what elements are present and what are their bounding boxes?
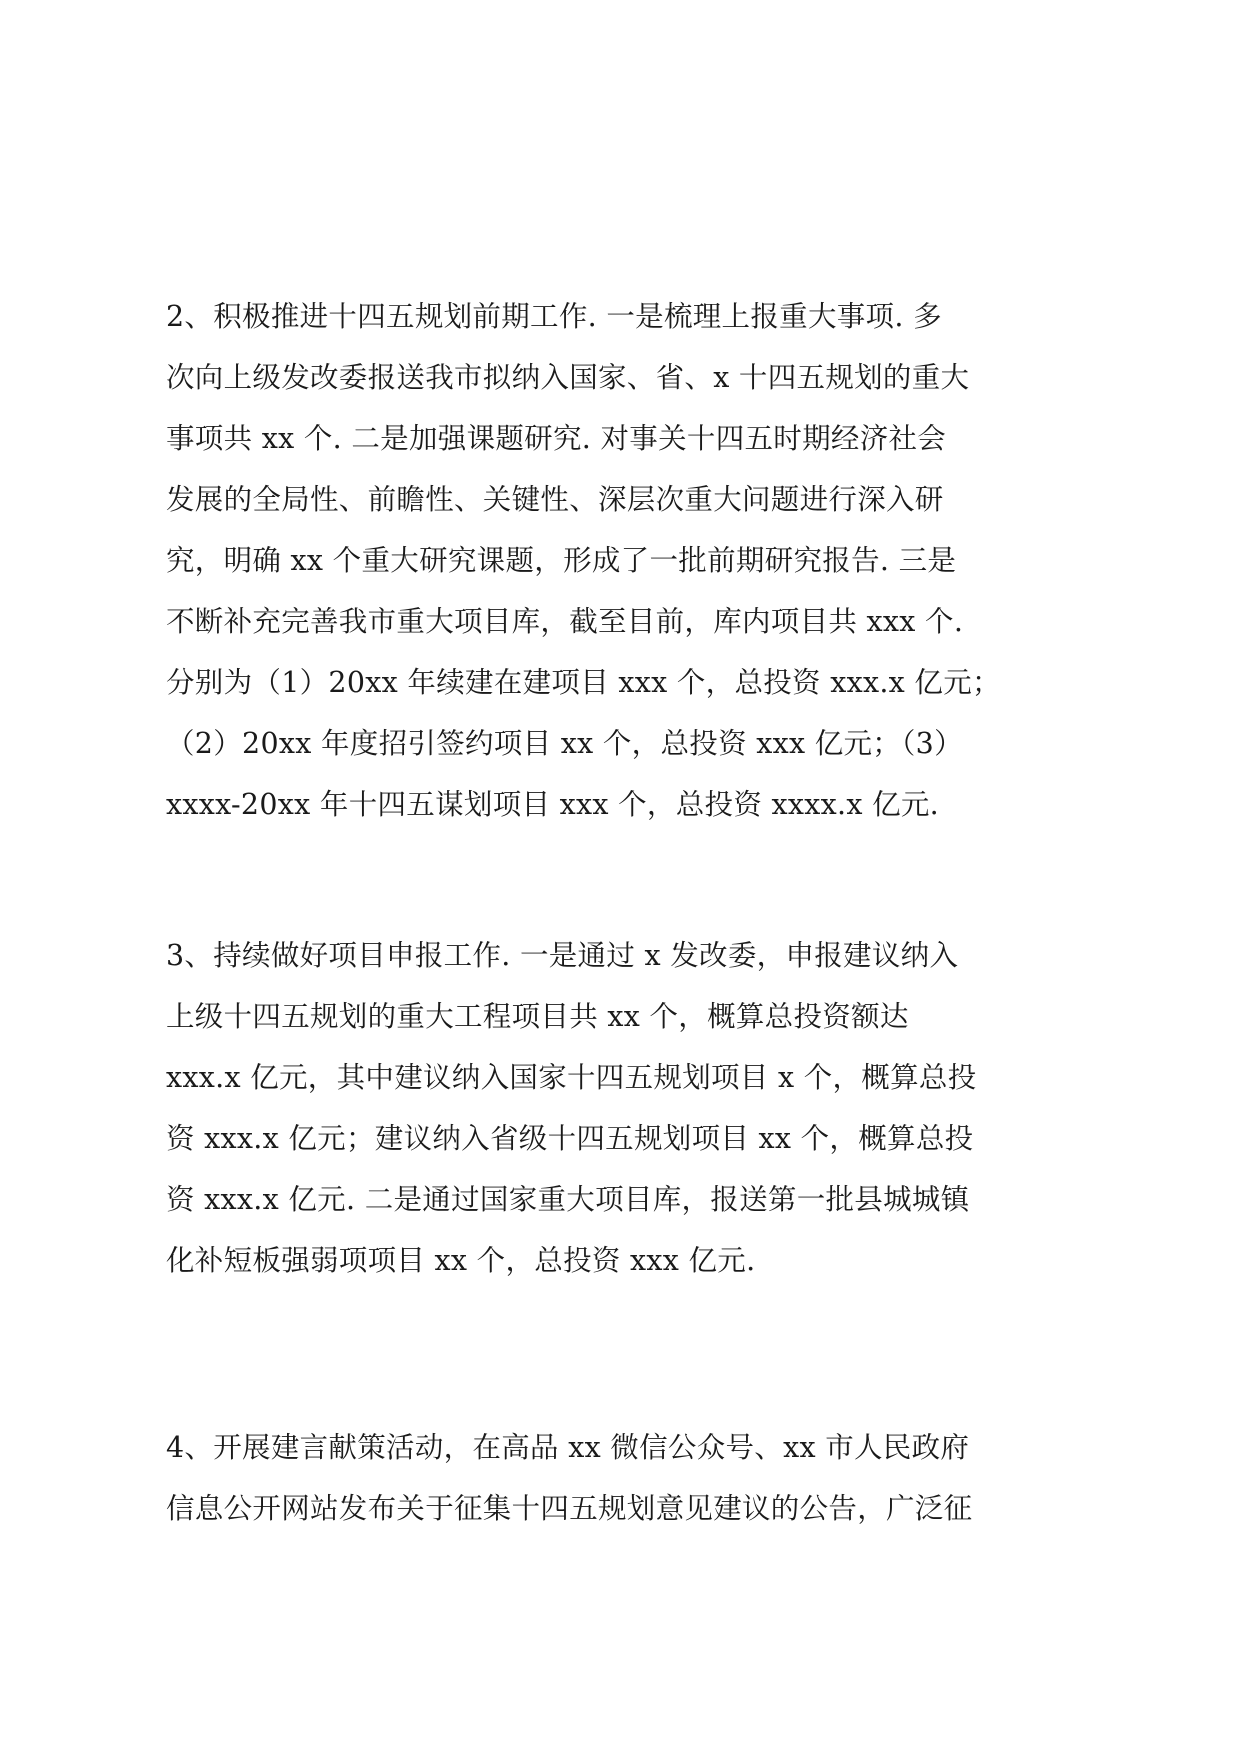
paragraph-item-3: [166, 925, 1096, 1291]
text-line: 资 xxx.x 亿元；建议纳入省级十四五规划项目 xx 个，概算总投: [166, 1122, 974, 1155]
text-line: 化补短板强弱项项目 xx 个，总投资 xxx 亿元.: [166, 1244, 756, 1277]
text-line: 4、开展建言献策活动，在高品 xx 微信公众号、xx 市人民政府: [166, 1431, 970, 1464]
text-line: 事项共 xx 个. 二是加强课题研究. 对事关十四五时期经济社会: [166, 422, 947, 455]
text-line: 上级十四五规划的重大工程项目共 xx 个，概算总投资额达: [166, 1000, 909, 1033]
text-line: 次向上级发改委报送我市拟纳入国家、省、x 十四五规划的重大: [166, 361, 970, 394]
text-line: 2、积极推进十四五规划前期工作. 一是梳理上报重大事项. 多: [166, 300, 942, 333]
text-line: 不断补充完善我市重大项目库，截至目前，库内项目共 xxx 个.: [166, 605, 964, 638]
paragraph-item-2: [166, 286, 1096, 835]
text-line: xxxx-20xx 年十四五谋划项目 xxx 个，总投资 xxxx.x 亿元.: [166, 788, 940, 821]
text-line: 发展的全局性、前瞻性、关键性、深层次重大问题进行深入研: [166, 483, 944, 516]
paragraph-item-4: [166, 1417, 1096, 1539]
text-line: xxx.x 亿元，其中建议纳入国家十四五规划项目 x 个，概算总投: [166, 1061, 977, 1094]
text-line: 信息公开网站发布关于征集十四五规划意见建议的公告，广泛征: [166, 1492, 973, 1525]
text-line: 3、持续做好项目申报工作. 一是通过 x 发改委，申报建议纳入: [166, 939, 959, 972]
text-line: 资 xxx.x 亿元. 二是通过国家重大项目库，报送第一批县城城镇: [166, 1183, 970, 1216]
text-line: 分别为（1）20xx 年续建在建项目 xxx 个，总投资 xxx.x 亿元；: [166, 666, 1001, 699]
text-line: 究，明确 xx 个重大研究课题，形成了一批前期研究报告. 三是: [166, 544, 957, 577]
text-line: （2）20xx 年度招引签约项目 xx 个，总投资 xxx 亿元；（3）: [166, 727, 963, 760]
